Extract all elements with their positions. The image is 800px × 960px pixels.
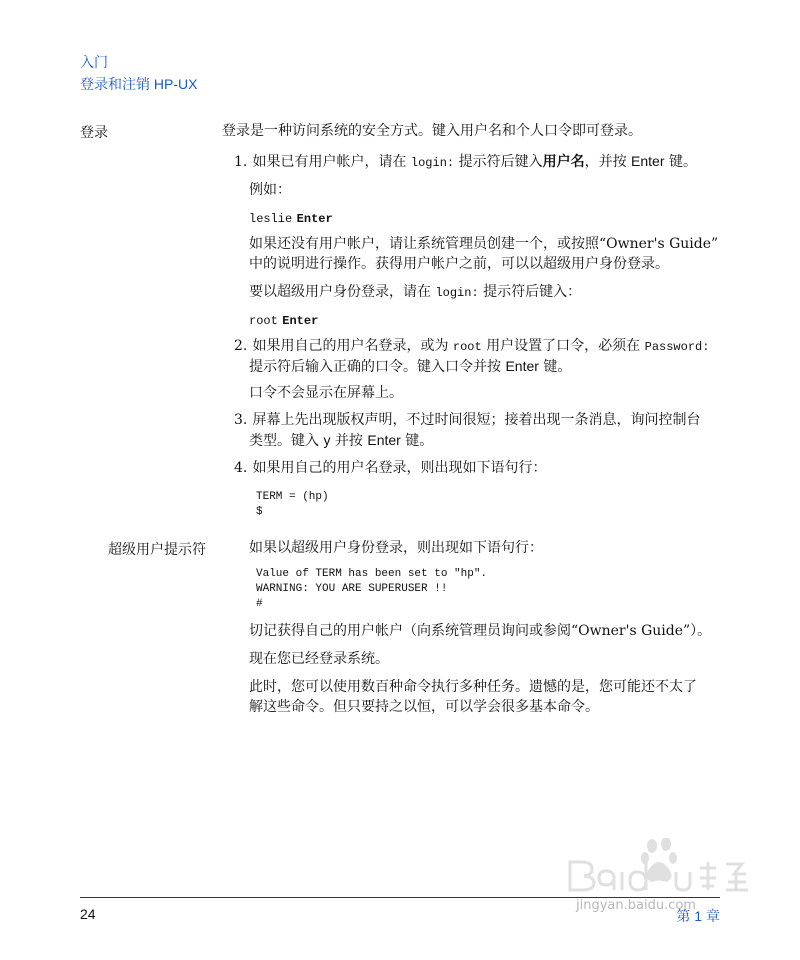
section-title: 入门 bbox=[80, 54, 108, 70]
example-command bbox=[249, 209, 333, 229]
code-line: TERM = (hp) bbox=[256, 491, 329, 503]
step-text: 类型。键入 bbox=[249, 433, 319, 449]
root-user: root bbox=[249, 314, 278, 328]
root-command bbox=[249, 311, 318, 331]
code-line: WARNING: YOU ARE SUPERUSER !! bbox=[256, 583, 448, 595]
key-y: y bbox=[323, 432, 331, 448]
step-4 bbox=[234, 459, 546, 478]
logged-in-note: 现在您已经登录系统。 bbox=[249, 651, 389, 667]
text: 提示符后键入： bbox=[483, 284, 582, 300]
step-number: 4. bbox=[234, 460, 248, 476]
code-block-term bbox=[256, 490, 329, 520]
intro-paragraph: 登录是一种访问系统的安全方式。键入用户名和个人口令即可登录。 bbox=[222, 123, 642, 139]
footer-rule bbox=[80, 897, 720, 898]
password-note: 口令不会显示在屏幕上。 bbox=[249, 385, 403, 401]
step-text: 提示符后输入正确的口令。键入口令并按 bbox=[249, 359, 501, 375]
key-name: Enter bbox=[367, 432, 401, 448]
step-2-line-1 bbox=[234, 337, 709, 357]
step-text: 如果已有用户帐户，请在 bbox=[252, 154, 407, 170]
step-number: 3. bbox=[234, 412, 248, 428]
enter-key: Enter bbox=[282, 314, 319, 328]
code-block-superuser bbox=[256, 567, 487, 612]
watermark-site: jingyan.baidu.com bbox=[576, 898, 696, 913]
code-line: $ bbox=[256, 506, 263, 518]
bold-term: 用户名 bbox=[542, 153, 585, 169]
side-label-login: 登录 bbox=[80, 124, 108, 140]
step-text: 键。 bbox=[668, 154, 697, 170]
step-text: 屏幕上先出现版权声明，不过时间很短；接着出现一条消息，询问控制台 bbox=[252, 412, 701, 428]
key-name: Enter bbox=[505, 358, 539, 374]
step-text: 提示符后键入 bbox=[458, 154, 543, 170]
step-3-line-1 bbox=[234, 411, 700, 430]
final-line-2: 解这些命令。但只要持之以恒，可以学会很多基本命令。 bbox=[249, 699, 599, 715]
chapter-label: 第 1 章 bbox=[676, 908, 720, 924]
text: 要以超级用户身份登录，请在 bbox=[249, 284, 431, 300]
step-text: 键。 bbox=[543, 359, 572, 375]
step-text: 用户设置了口令，必须在 bbox=[486, 338, 641, 354]
inline-code: login: bbox=[435, 286, 479, 300]
step-text: 如果用自己的用户名登录，则出现如下语句行： bbox=[252, 460, 547, 476]
subsection-title: 登录和注销 HP-UX bbox=[80, 76, 198, 92]
step-number: 1. bbox=[234, 154, 248, 170]
step-1 bbox=[234, 152, 697, 173]
step-2-line-2 bbox=[249, 357, 571, 377]
inline-code: login: bbox=[410, 156, 455, 170]
superuser-intro: 如果以超级用户身份登录，则出现如下语句行： bbox=[249, 540, 543, 556]
superuser-instruction bbox=[249, 283, 581, 303]
example-user: leslie bbox=[249, 212, 293, 226]
enter-key: Enter bbox=[296, 212, 333, 226]
page-number: 24 bbox=[80, 906, 96, 922]
code-line: Value of TERM has been set to "hp". bbox=[256, 568, 488, 580]
step-text: 如果用自己的用户名登录，或为 bbox=[252, 338, 449, 354]
side-label-superuser-prompt: 超级用户提示符 bbox=[108, 541, 206, 557]
inline-code: Password: bbox=[644, 340, 710, 354]
final-line-1: 此时，您可以使用数百种命令执行多种任务。遗憾的是，您可能还不太了 bbox=[249, 679, 697, 695]
baidu-watermark-logo bbox=[566, 838, 766, 928]
no-account-line-2: 中的说明进行操作。获得用户帐户之前，可以以超级用户身份登录。 bbox=[249, 256, 669, 272]
no-account-line-1: 如果还没有用户帐户，请让系统管理员创建一个，或按照“Owner's Guide” bbox=[249, 236, 719, 252]
step-text: 键。 bbox=[405, 433, 434, 449]
step-3-line-2 bbox=[249, 431, 433, 451]
remember-note: 切记获得自己的用户帐户（向系统管理员询问或参阅“Owner's Guide”）。 bbox=[249, 623, 712, 639]
key-name: Enter bbox=[631, 153, 665, 169]
code-line: # bbox=[256, 598, 263, 610]
step-text: 并按 bbox=[334, 433, 363, 449]
inline-code: root bbox=[452, 340, 482, 354]
step-number: 2. bbox=[234, 338, 248, 354]
example-label: 例如： bbox=[249, 182, 291, 198]
step-text: ，并按 bbox=[584, 154, 627, 170]
